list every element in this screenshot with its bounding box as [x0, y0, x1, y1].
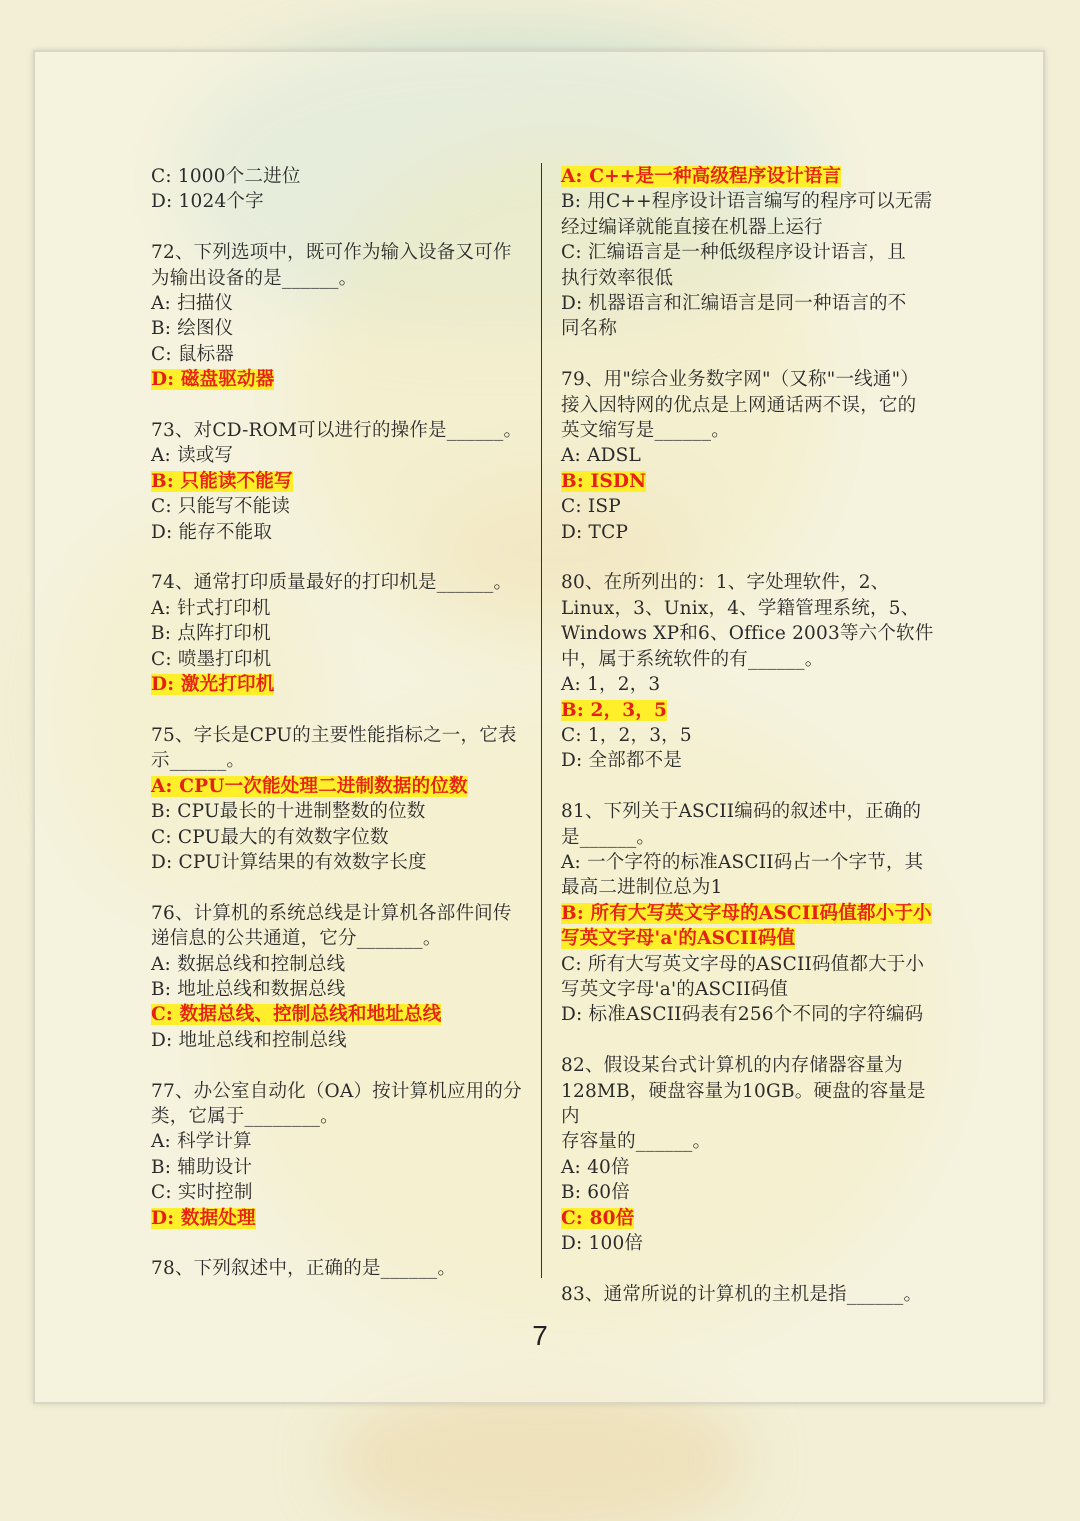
answer-option	[151, 1129, 531, 1154]
question-stem-line: 80、在所列出的：1、字处理软件，2、	[561, 572, 890, 594]
option-text-line: A: C++是一种高级程序设计语言	[561, 166, 842, 187]
answer-option	[561, 1002, 939, 1027]
answer-option	[151, 647, 531, 672]
answer-option	[561, 723, 939, 748]
option-text: D: 能存不能取	[151, 521, 273, 543]
answer-option	[151, 316, 531, 341]
question-stem-line: 78、下列叙述中，正确的是______。	[151, 1258, 457, 1280]
option-text-line: 写英文字母'a'的ASCII码值	[561, 978, 789, 1000]
question-stem-line: Windows XP和6、Office 2003等六个软件	[561, 623, 934, 645]
option-text-line: A: 40倍	[561, 1156, 630, 1178]
question-block	[151, 164, 531, 215]
answer-option-highlighted	[151, 1206, 531, 1231]
answer-option	[151, 621, 531, 646]
option-text: B: 辅助设计	[151, 1156, 253, 1178]
option-text-line: D: 全部都不是	[561, 750, 683, 772]
answer-option	[561, 240, 939, 291]
answer-option	[151, 1155, 531, 1180]
answer-option	[561, 1231, 939, 1256]
question-stem-line: 递信息的公共通道，它分_______。	[151, 928, 442, 950]
answer-option-highlighted	[151, 672, 531, 697]
option-text: B: CPU最长的十进制整数的位数	[151, 801, 426, 823]
question-block	[151, 418, 531, 545]
option-text-line: C: ISP	[561, 496, 621, 518]
option-text-line: B: ISDN	[561, 470, 647, 492]
option-text-line: B: 所有大写英文字母的ASCII码值都小于小	[561, 902, 932, 924]
question-stem-line: 英文缩写是______。	[561, 420, 730, 442]
option-text-line: 最高二进制位总为1	[561, 877, 723, 899]
option-text-line: B: 用C++程序设计语言编写的程序可以无需	[561, 191, 933, 213]
answer-option-highlighted	[561, 901, 939, 952]
answer-option	[561, 443, 939, 468]
answer-option	[151, 494, 531, 519]
option-text: B: 只能读不能写	[151, 470, 293, 492]
option-text-line: 写英文字母'a'的ASCII码值	[561, 928, 796, 950]
answer-option	[561, 494, 939, 519]
option-text: D: 磁盘驱动器	[151, 369, 275, 391]
option-text-line: A: 一个字符的标准ASCII码占一个字节，其	[561, 851, 924, 873]
question-stem-line: 为输出设备的是______。	[151, 267, 358, 289]
answer-option	[561, 672, 939, 697]
question-block	[561, 1053, 939, 1256]
question-stem-line: 73、对CD-ROM可以进行的操作是______。	[151, 420, 523, 442]
option-text: A: 针式打印机	[151, 597, 271, 619]
answer-option	[151, 342, 531, 367]
question-stem-line: Linux，3、Unix，4、学籍管理系统，5、	[561, 597, 920, 619]
question-stem-line: 中，属于系统软件的有______。	[561, 648, 824, 670]
answer-option	[151, 977, 531, 1002]
question-stem-line: 75、字长是CPU的主要性能指标之一，它表	[151, 724, 517, 746]
answer-option	[561, 291, 939, 342]
option-text-line: C: 汇编语言是一种低级程序设计语言，且	[561, 242, 906, 264]
answer-option-highlighted	[561, 469, 939, 494]
option-text: A: 扫描仪	[151, 293, 234, 315]
question-block	[151, 1079, 531, 1231]
page-number: 7	[532, 1320, 548, 1351]
answer-option	[561, 748, 939, 773]
option-text-line: 执行效率很低	[561, 267, 674, 289]
answer-option	[151, 952, 531, 977]
option-text-line: B: 60倍	[561, 1182, 630, 1204]
question-block	[561, 164, 939, 342]
option-text: C: 数据总线、控制总线和地址总线	[151, 1004, 442, 1026]
option-text: A: 读或写	[151, 445, 234, 467]
option-text-line: D: 100倍	[561, 1233, 644, 1254]
option-text: C: 只能写不能读	[151, 496, 291, 518]
option-text: B: 点阵打印机	[151, 623, 271, 645]
question-block	[561, 799, 939, 1028]
column-divider	[541, 163, 542, 1278]
answer-option	[151, 164, 531, 189]
option-text-line: C: 80倍	[561, 1207, 635, 1229]
question-block	[151, 240, 531, 392]
option-text: C: 1000个二进位	[151, 166, 301, 187]
option-text: C: 实时控制	[151, 1182, 253, 1204]
option-text-line: A: ADSL	[561, 445, 642, 467]
answer-option	[561, 850, 939, 901]
option-text-line: 同名称	[561, 318, 618, 340]
question-block	[151, 570, 531, 697]
question-stem-line: 示______。	[151, 750, 246, 772]
question-block	[151, 723, 531, 875]
answer-option	[151, 520, 531, 545]
answer-option	[151, 850, 531, 875]
option-text: C: 喷墨打印机	[151, 648, 272, 670]
option-text-line: B: 2，3，5	[561, 699, 668, 721]
question-stem-line: 77、办公室自动化（OA）按计算机应用的分	[151, 1080, 522, 1102]
option-text: B: 绘图仪	[151, 318, 234, 340]
option-text: B: 地址总线和数据总线	[151, 978, 346, 1000]
answer-option-highlighted	[151, 1002, 531, 1027]
question-stem-line: 81、下列关于ASCII编码的叙述中，正确的	[561, 801, 922, 823]
answer-option-highlighted	[151, 774, 531, 799]
option-text: D: CPU计算结果的有效数字长度	[151, 851, 427, 873]
answer-option-highlighted	[561, 164, 939, 189]
answer-option	[151, 596, 531, 621]
answer-option	[151, 799, 531, 824]
option-text-line: C: 所有大写英文字母的ASCII码值都大于小	[561, 953, 925, 975]
option-text-line: D: 标准ASCII码表有256个不同的字符编码	[561, 1004, 924, 1026]
question-block	[561, 570, 939, 773]
option-text-line: D: TCP	[561, 521, 629, 543]
option-text: C: CPU最大的有效数字位数	[151, 826, 389, 848]
answer-option	[561, 520, 939, 545]
answer-option	[561, 952, 939, 1003]
question-stem-line: 接入因特网的优点是上网通话两不误，它的	[561, 394, 917, 416]
option-text-line: D: 机器语言和汇编语言是同一种语言的不	[561, 293, 907, 315]
question-stem-line: 是______。	[561, 826, 656, 848]
question-stem-line: 82、假设某台式计算机的内存储器容量为	[561, 1055, 903, 1077]
question-block	[151, 1256, 531, 1281]
option-text: D: 1024个字	[151, 191, 264, 213]
question-block	[151, 901, 531, 1053]
answer-option	[151, 291, 531, 316]
answer-option	[561, 1155, 939, 1180]
answer-option	[151, 1028, 531, 1053]
option-text: D: 激光打印机	[151, 674, 275, 696]
question-stem-line: 128MB，硬盘容量为10GB。硬盘的容量是内	[561, 1080, 926, 1127]
question-stem-line: 79、用"综合业务数字网"（又称"一线通"）	[561, 369, 919, 391]
question-stem-line: 74、通常打印质量最好的打印机是______。	[151, 572, 513, 594]
question-stem-line: 72、下列选项中，既可作为输入设备又可作	[151, 242, 512, 264]
option-text: D: 数据处理	[151, 1207, 256, 1229]
question-stem-line: 类，它属于________。	[151, 1105, 339, 1127]
answer-option-highlighted	[561, 698, 939, 723]
answer-option-highlighted	[561, 1206, 939, 1231]
question-block	[561, 367, 939, 545]
option-text-line: 经过编译就能直接在机器上运行	[561, 216, 823, 238]
question-stem-line: 83、通常所说的计算机的主机是指______。	[561, 1283, 923, 1305]
option-text: C: 鼠标器	[151, 343, 234, 365]
answer-option-highlighted	[151, 367, 531, 392]
option-text: A: 科学计算	[151, 1131, 252, 1153]
question-stem-line: 76、计算机的系统总线是计算机各部件间传	[151, 902, 512, 924]
answer-option-highlighted	[151, 469, 531, 494]
answer-option	[561, 1180, 939, 1205]
answer-option	[151, 443, 531, 468]
answer-option	[151, 189, 531, 214]
question-block	[561, 1282, 939, 1307]
option-text: A: 数据总线和控制总线	[151, 953, 346, 975]
answer-option	[151, 1180, 531, 1205]
option-text: A: CPU一次能处理二进制数据的位数	[151, 775, 468, 797]
left-column	[151, 164, 531, 1282]
answer-option	[151, 825, 531, 850]
option-text-line: A: 1，2，3	[561, 674, 661, 696]
answer-option	[561, 189, 939, 240]
right-column	[561, 164, 939, 1307]
question-stem-line: 存容量的______。	[561, 1131, 712, 1153]
option-text: D: 地址总线和控制总线	[151, 1029, 347, 1051]
option-text-line: C: 1，2，3，5	[561, 724, 692, 746]
